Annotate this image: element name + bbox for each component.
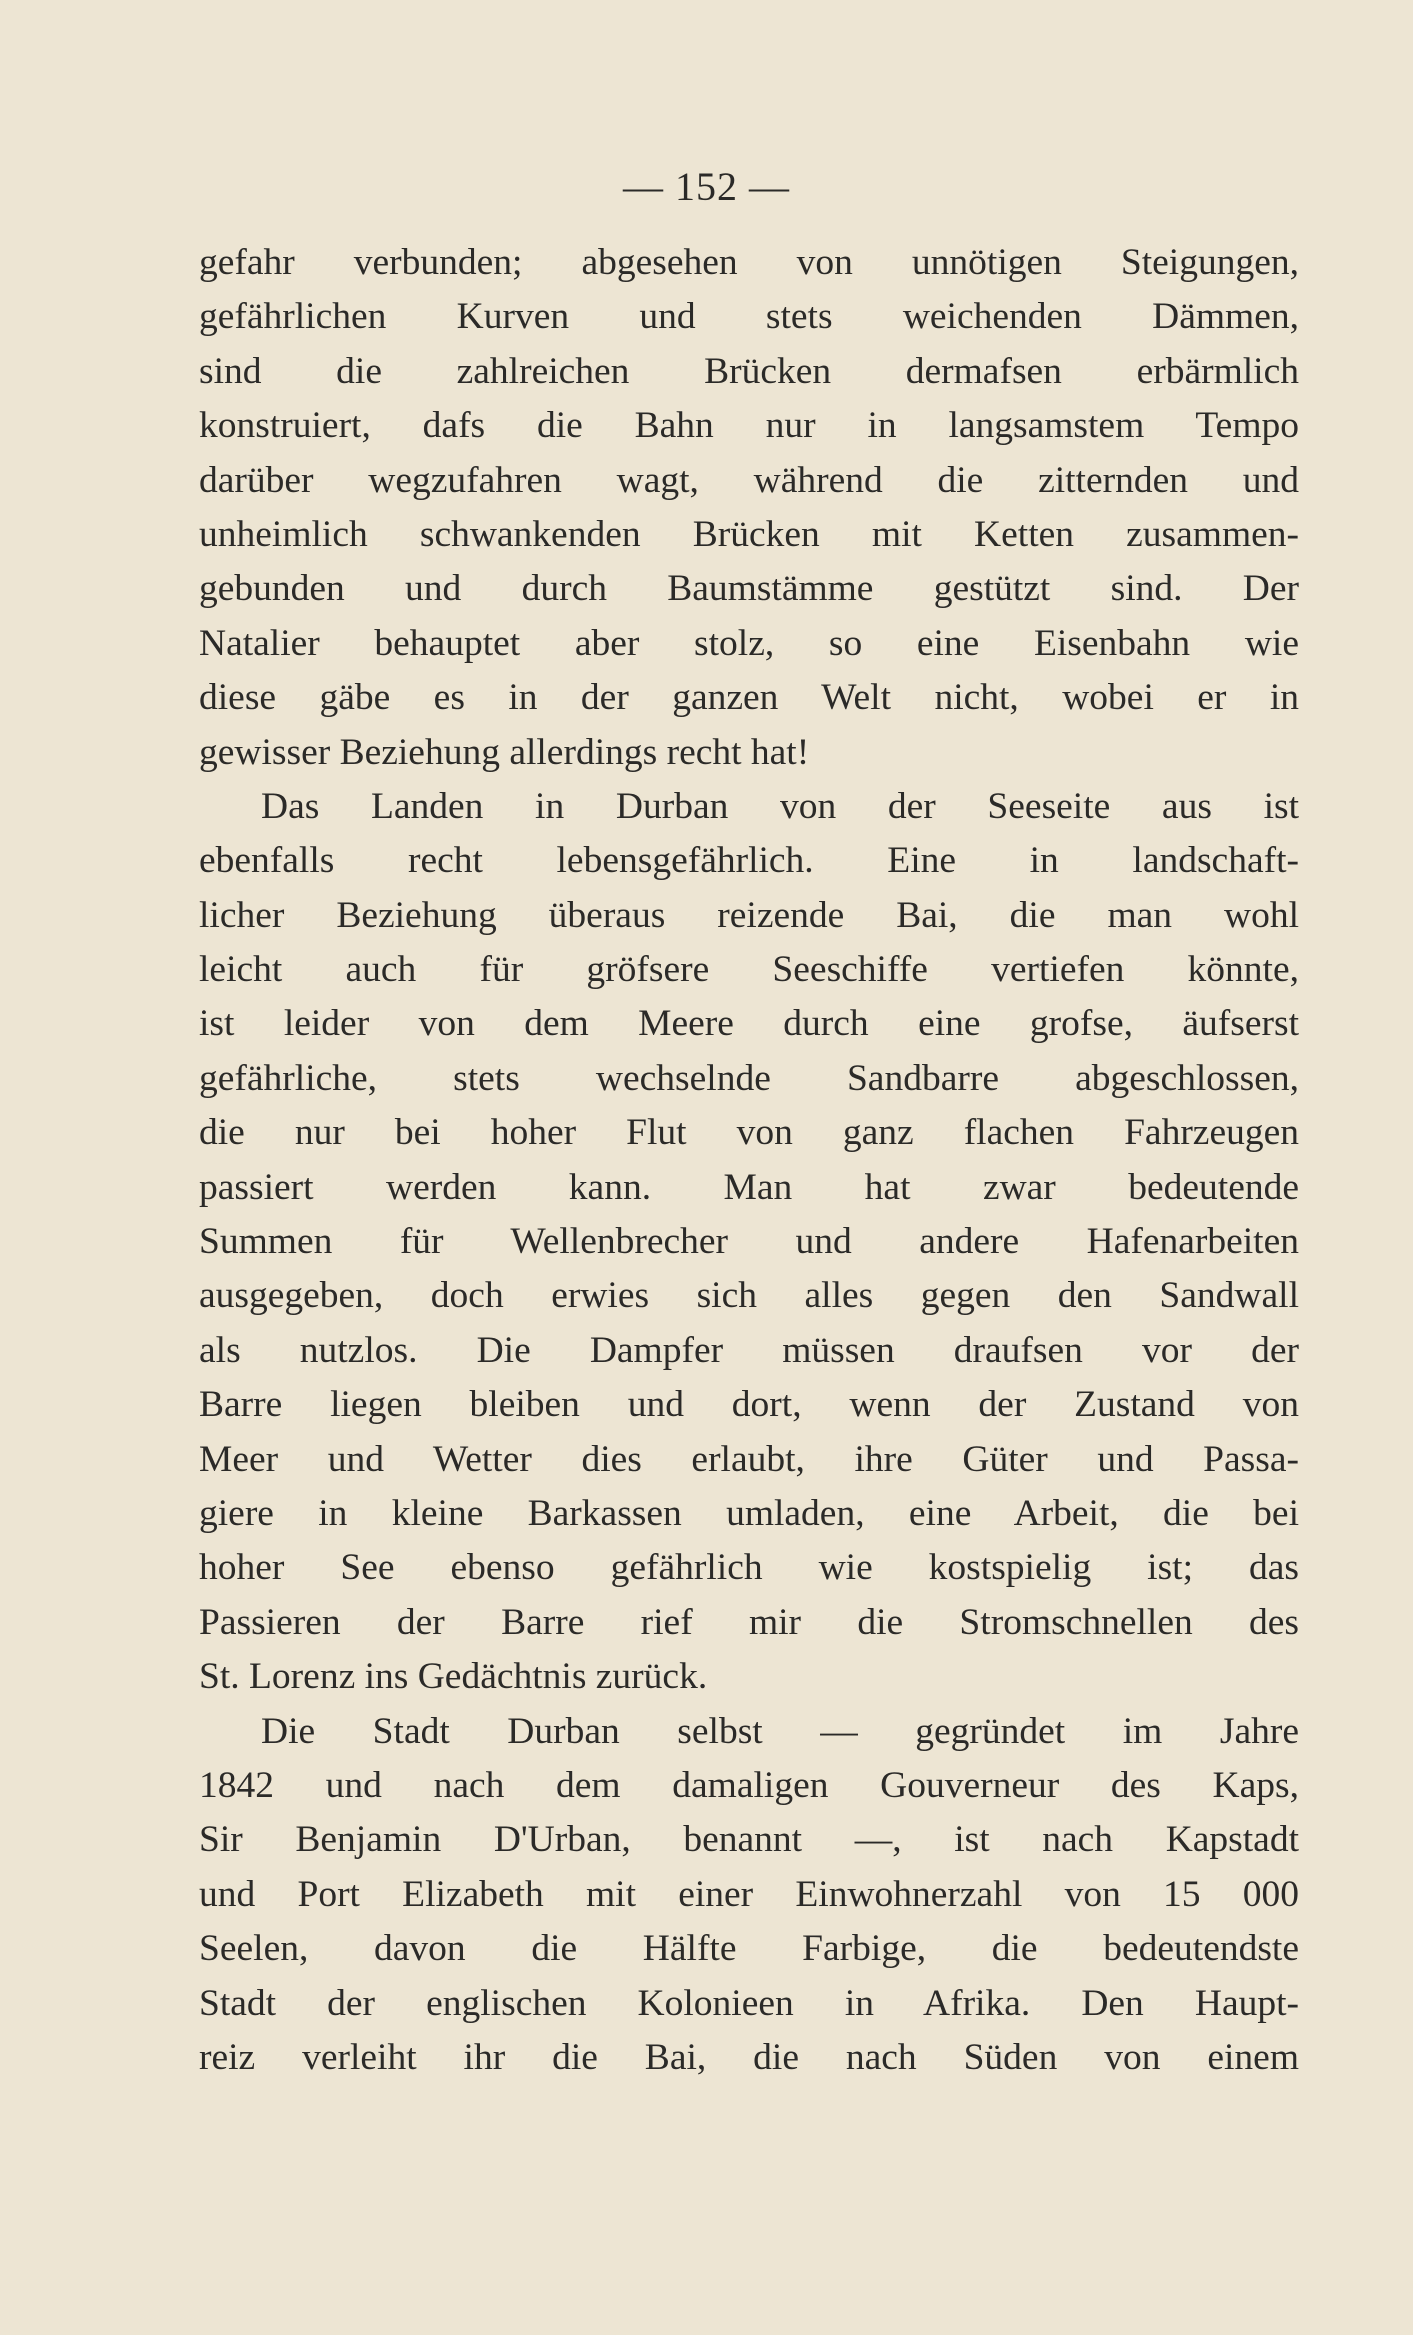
text-line: als nutzlos. Die Dampfer müssen draufsen vor der	[199, 1329, 1299, 1371]
text-line: konstruiert, dafs die Bahn nur in langsamstem Tempo	[199, 405, 1299, 447]
text-line: darüber wegzufahren wagt, während die zitternden und	[199, 459, 1299, 501]
text-line: reiz verleiht ihr die Bai, die nach Süden von einem	[199, 2036, 1299, 2078]
text-line: und Port Elizabeth mit einer Einwohnerzahl von 15 000	[199, 1873, 1299, 1915]
text-line: gefährlichen Kurven und stets weichenden Dämmen,	[199, 296, 1299, 338]
text-line: diese gäbe es in der ganzen Welt nicht, wobei er in	[199, 677, 1299, 719]
text-line: Natalier behauptet aber stolz, so eine Eisenbahn wie	[199, 622, 1299, 664]
text-line: Sir Benjamin D'Urban, benannt —, ist nach Kapstadt	[199, 1819, 1299, 1861]
text-line: Seelen, davon die Hälfte Farbige, die bedeutendste	[199, 1928, 1299, 1970]
text-line: unheimlich schwankenden Brücken mit Ketten zusammen-	[199, 513, 1299, 555]
text-line: gebunden und durch Baumstämme gestützt sind. Der	[199, 568, 1299, 610]
body-text	[199, 236, 1299, 2085]
text-line: passiert werden kann. Man hat zwar bedeutende	[199, 1166, 1299, 1208]
text-line: gefahr verbunden; abgesehen von unnötigen Steigungen,	[199, 242, 1299, 283]
text-line: leicht auch für gröfsere Seeschiffe vertiefen könnte,	[199, 949, 1299, 991]
text-line: 1842 und nach dem damaligen Gouverneur des Kaps,	[199, 1764, 1299, 1806]
text-line: Passieren der Barre rief mir die Stromschnellen des	[199, 1601, 1299, 1643]
text-line: gefährliche, stets wechselnde Sandbarre abgeschlossen,	[199, 1057, 1299, 1099]
paragraph-first-line: Die Stadt Durban selbst — gegründet im Jahre	[261, 1710, 1299, 1752]
text-line: ausgegeben, doch erwies sich alles gegen den Sandwall	[199, 1275, 1299, 1317]
text-line: hoher See ebenso gefährlich wie kostspielig ist; das	[199, 1547, 1299, 1589]
text-line: giere in kleine Barkassen umladen, eine Arbeit, die bei	[199, 1492, 1299, 1534]
text-line: die nur bei hoher Flut von ganz flachen Fahrzeugen	[199, 1112, 1299, 1154]
text-line: gewisser Beziehung allerdings recht hat!	[199, 731, 810, 773]
paragraph-first-line: Das Landen in Durban von der Seeseite aus ist	[261, 785, 1299, 827]
text-line: ebenfalls recht lebensgefährlich. Eine in landschaft-	[199, 840, 1299, 882]
text-line: Stadt der englischen Kolonieen in Afrika. Den Haupt-	[199, 1982, 1299, 2024]
text-line: ist leider von dem Meere durch eine grofse, äufserst	[199, 1003, 1299, 1045]
text-line: licher Beziehung überaus reizende Bai, die man wohl	[199, 894, 1299, 936]
text-line: St. Lorenz ins Gedächtnis zurück.	[199, 1656, 708, 1698]
page-number: — 152 —	[623, 164, 790, 209]
text-line: sind die zahlreichen Brücken dermafsen erbärmlich	[199, 350, 1299, 392]
text-line: Barre liegen bleiben und dort, wenn der Zustand von	[199, 1384, 1299, 1426]
text-line: Meer und Wetter dies erlaubt, ihre Güter und Passa-	[199, 1438, 1299, 1480]
text-line: Summen für Wellenbrecher und andere Hafenarbeiten	[199, 1221, 1299, 1263]
